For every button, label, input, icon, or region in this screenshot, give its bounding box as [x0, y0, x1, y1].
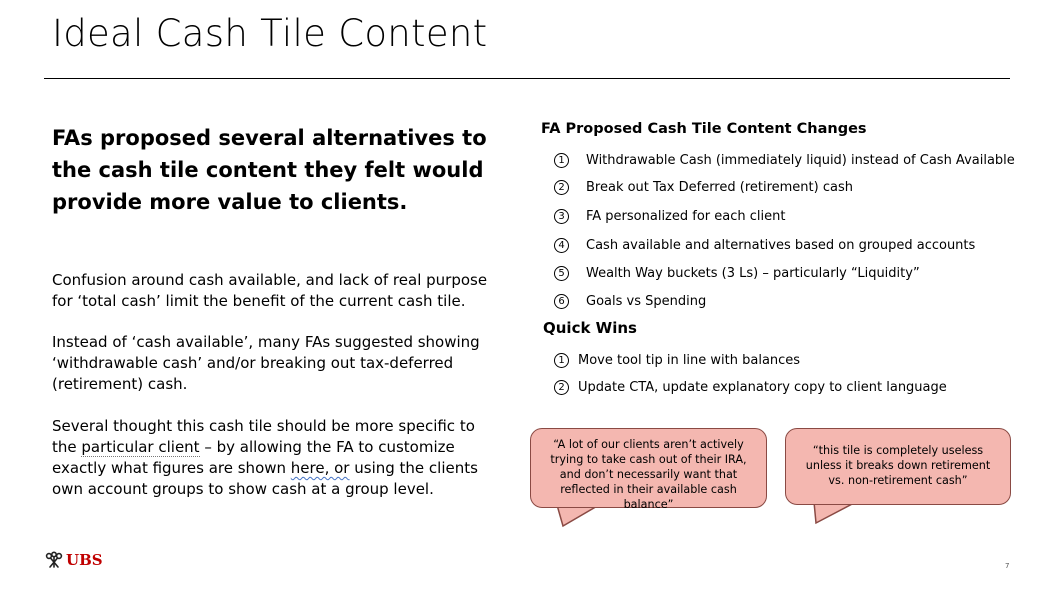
quick-win-text: Move tool tip in line with balances — [578, 353, 801, 368]
proposed-item-text: Withdrawable Cash (immediately liquid) instead of Cash Available — [586, 153, 1015, 168]
paragraph-cash-available: Instead of ‘cash available’, many FAs suggested showing ‘withdrawable cash’ and/or breaking out tax-deferred (retirement) cash. — [52, 333, 480, 393]
number-circle-icon: 3 — [554, 209, 569, 224]
headline: FAs proposed several alternatives to the cash tile content they felt would provide more value to clients. — [52, 126, 487, 214]
ubs-logo — [44, 549, 103, 571]
p3-text-particular-client: particular client — [81, 438, 200, 456]
speech-bubble-tail — [812, 502, 872, 526]
number-circle-icon: 1 — [554, 353, 569, 368]
logo-text: UBS — [66, 551, 103, 569]
proposed-changes-title: FA Proposed Cash Tile Content Changes — [541, 121, 867, 137]
paragraph-specific-client — [52, 416, 492, 500]
proposed-item — [554, 266, 920, 281]
proposed-item — [554, 153, 1015, 168]
number-circle-icon: 5 — [554, 266, 569, 281]
proposed-item-text: Goals vs Spending — [586, 294, 707, 309]
proposed-item — [554, 209, 785, 224]
client-quote-bubble: “A lot of our clients aren’t actively trying to take cash out of their IRA, and don’t necessarily want that reflected in their available cash balance” — [530, 428, 767, 508]
title-divider — [44, 78, 1010, 79]
quick-win-item — [554, 353, 800, 368]
quick-win-text: Update CTA, update explanatory copy to client language — [578, 380, 947, 395]
p3-text-a: Several thought this cash tile should be more specific to the — [52, 417, 475, 456]
proposed-item-text: Cash available and alternatives based on grouped accounts — [586, 238, 976, 253]
proposed-item — [554, 180, 853, 195]
quick-wins-title: Quick Wins — [543, 319, 637, 337]
number-circle-icon: 2 — [554, 380, 569, 395]
quick-win-item — [554, 380, 947, 395]
number-circle-icon: 4 — [554, 238, 569, 253]
proposed-item-text: FA personalized for each client — [586, 209, 786, 224]
ubs-keys-icon — [44, 551, 64, 569]
number-circle-icon: 6 — [554, 294, 569, 309]
proposed-item-text: Wealth Way buckets (3 Ls) – particularly “Liquidity” — [586, 266, 920, 281]
client-quote-bubble: “this tile is completely useless unless it breaks down retirement vs. non-retirement cash” — [785, 428, 1011, 505]
page-number: 7 — [1005, 562, 1010, 570]
proposed-item — [554, 294, 706, 309]
number-circle-icon: 2 — [554, 180, 569, 195]
proposed-item-text: Break out Tax Deferred (retirement) cash — [586, 180, 853, 195]
p3-text-e: using the clients own account groups to show cash at a group level. — [52, 459, 478, 498]
number-circle-icon: 1 — [554, 153, 569, 168]
proposed-item — [554, 238, 975, 253]
paragraph-confusion: Confusion around cash available, and lack of real purpose for ‘total cash’ limit the benefit of the current cash tile. — [52, 271, 488, 310]
p3-text-here-or: here, or — [290, 459, 350, 477]
speech-bubble-tail — [555, 505, 615, 529]
slide-title: Ideal Cash Tile Content — [52, 12, 488, 55]
p3-text-c: – by allowing the FA to customize exactly what figures are shown — [52, 438, 455, 477]
